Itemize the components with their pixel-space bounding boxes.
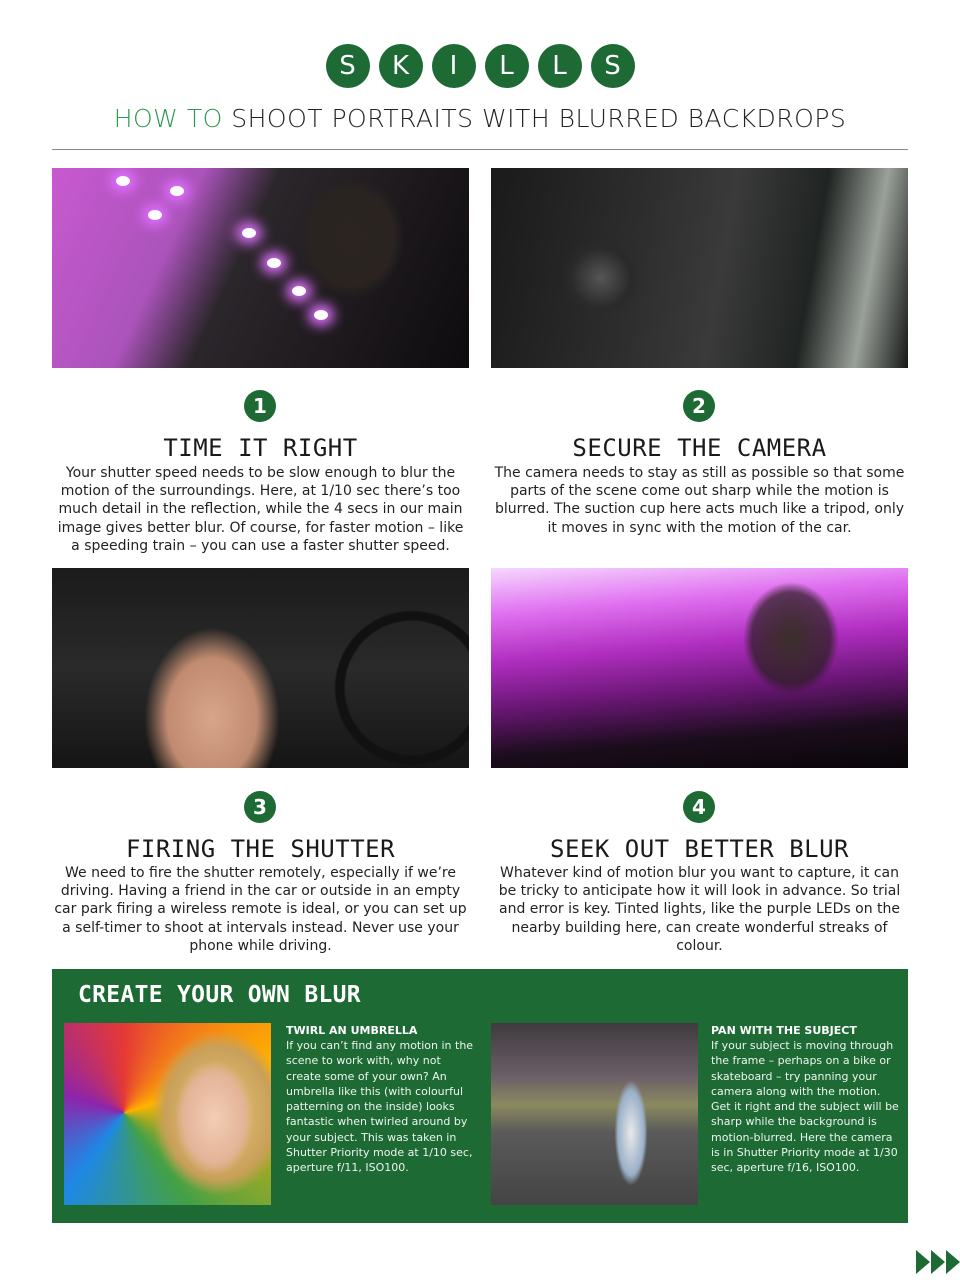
photo-purple-light-streaks xyxy=(491,568,908,768)
skills-letter: S xyxy=(591,44,635,88)
step-title: FIRING THE SHUTTER xyxy=(125,835,396,863)
led-light xyxy=(267,258,281,268)
chevron-right-icon xyxy=(946,1250,960,1274)
chevron-right-icon xyxy=(916,1250,930,1274)
led-light xyxy=(116,176,130,186)
step-body: Your shutter speed needs to be slow enough to blur the motion of the surroundings. Here, at 1/10 sec there’s too much detail in the reflection, while the 4 secs in our main image gives better blur. Of course, for faster motion – like a speeding train – you can use a faster shutter speed. xyxy=(57,465,464,554)
tip-heading: PAN WITH THE SUBJECT xyxy=(711,1024,857,1037)
step-body: We need to fire the shutter remotely, especially if we’re driving. Having a friend in the car or outside in an empty car park firing a wireless remote is ideal, or you can set up a self-timer to shoot at intervals instead. Never use your phone while driving. xyxy=(54,865,467,954)
tip-body: If you can’t find any motion in the scene to work with, why not create some of your own? An umbrella like this (with colourful patterning on the inside) looks fantastic when twirled around by your subject. This was taken in Shutter Priority mode at 1/10 sec, aperture f/11, ISO100. xyxy=(286,1039,474,1175)
triple-chevron-right-icon[interactable] xyxy=(916,1250,960,1274)
chevron-right-icon xyxy=(931,1250,945,1274)
page-title xyxy=(0,104,960,133)
led-light xyxy=(292,286,306,296)
skills-letter: S xyxy=(326,44,370,88)
step-body: The camera needs to stay as still as possible so that some parts of the scene come out sharp while the motion is blurred. The suction cup here acts much like a tripod, only it moves in sync with the motion of the car. xyxy=(494,465,905,536)
step-title: TIME IT RIGHT xyxy=(163,434,358,462)
led-light xyxy=(148,210,162,220)
title-accent: HOW TO xyxy=(113,104,223,133)
step-title: SECURE THE CAMERA xyxy=(572,434,827,462)
photo-camera-suction-mount xyxy=(491,168,908,368)
step-number: 2 xyxy=(683,390,715,422)
step-number: 4 xyxy=(683,791,715,823)
panel-title: CREATE YOUR OWN BLUR xyxy=(78,982,361,1008)
step-number: 1 xyxy=(244,390,276,422)
photo-umbrella-portrait xyxy=(64,1023,271,1205)
step-title: SEEK OUT BETTER BLUR xyxy=(550,835,849,863)
skills-letter: K xyxy=(379,44,423,88)
photo-car-window-reflection xyxy=(52,168,469,368)
tip-body: If your subject is moving through the frame – perhaps on a bike or skateboard – try panning your camera along with the motion. Get it right and the subject will be sharp while the background is motion-blurred. Here the camera is in Shutter Priority mode at 1/30 sec, aperture f/16, ISO100. xyxy=(711,1039,899,1175)
led-light xyxy=(314,310,328,320)
skills-letter: L xyxy=(538,44,582,88)
title-rest: SHOOT PORTRAITS WITH BLURRED BACKDROPS xyxy=(222,104,847,133)
step-body: Whatever kind of motion blur you want to capture, it can be tricky to anticipate how it will look in advance. So trial and error is key. Tinted lights, like the purple LEDs on the nearby building here, can create wonderful streaks of colour. xyxy=(498,865,901,954)
tip-heading: TWIRL AN UMBRELLA xyxy=(286,1024,418,1037)
skills-badge xyxy=(0,44,960,88)
step-number: 3 xyxy=(244,791,276,823)
led-light xyxy=(242,228,256,238)
skills-letter: L xyxy=(485,44,529,88)
led-light xyxy=(170,186,184,196)
photo-skateboarder-panning xyxy=(491,1023,698,1205)
skills-letter: I xyxy=(432,44,476,88)
title-divider xyxy=(52,149,908,150)
photo-hand-wireless-remote xyxy=(52,568,469,768)
